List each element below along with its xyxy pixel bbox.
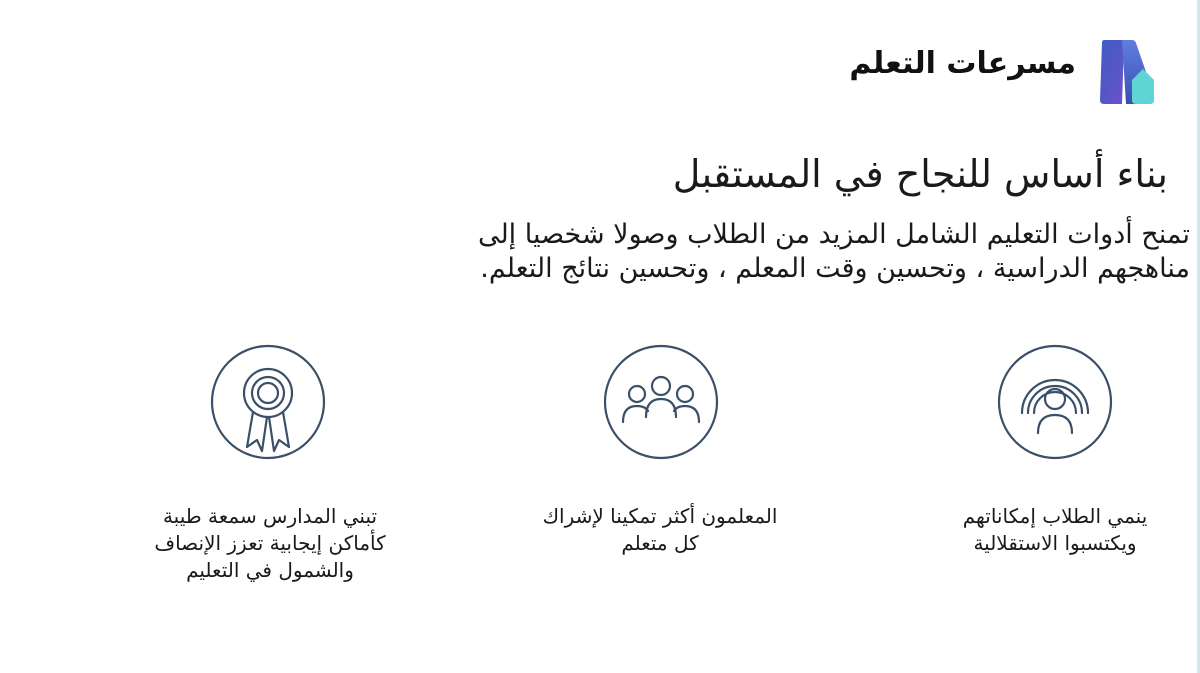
feature-student-growth (930, 503, 1180, 557)
feature-teacher-group (525, 503, 795, 557)
feature-line: المعلمون أكثر تمكينا لإشراك (542, 504, 778, 528)
feature-line: تبني المدارس سمعة طيبة (162, 504, 378, 528)
feature-line: كل متعلم (621, 531, 699, 555)
intro-line: مناهجهم الدراسية ، وتحسين وقت المعلم ، وتحسين نتائج التعلم. (480, 253, 1190, 284)
feature-line: ويكتسبوا الاستقلالية (973, 531, 1137, 555)
brand-name: مسرعات التعلم (849, 46, 1076, 81)
award-ribbon-icon (209, 343, 327, 461)
slide-headline: بناء أساس للنجاح في المستقبل (672, 152, 1168, 196)
teacher-group-icon (602, 343, 720, 461)
intro-line: تمنح أدوات التعليم الشامل المزيد من الطلاب وصولا شخصيا إلى (477, 219, 1190, 250)
student-growth-icon (996, 343, 1114, 461)
feature-line: كأماكن إيجابية تعزز الإنصاف (154, 531, 386, 555)
learning-accelerators-logo-icon (1098, 36, 1156, 106)
slide-intro (470, 218, 1190, 286)
feature-line: ينمي الطلاب إمكاناتهم (962, 504, 1148, 528)
feature-school-reputation (135, 503, 405, 584)
feature-line: والشمول في التعليم (186, 558, 354, 582)
